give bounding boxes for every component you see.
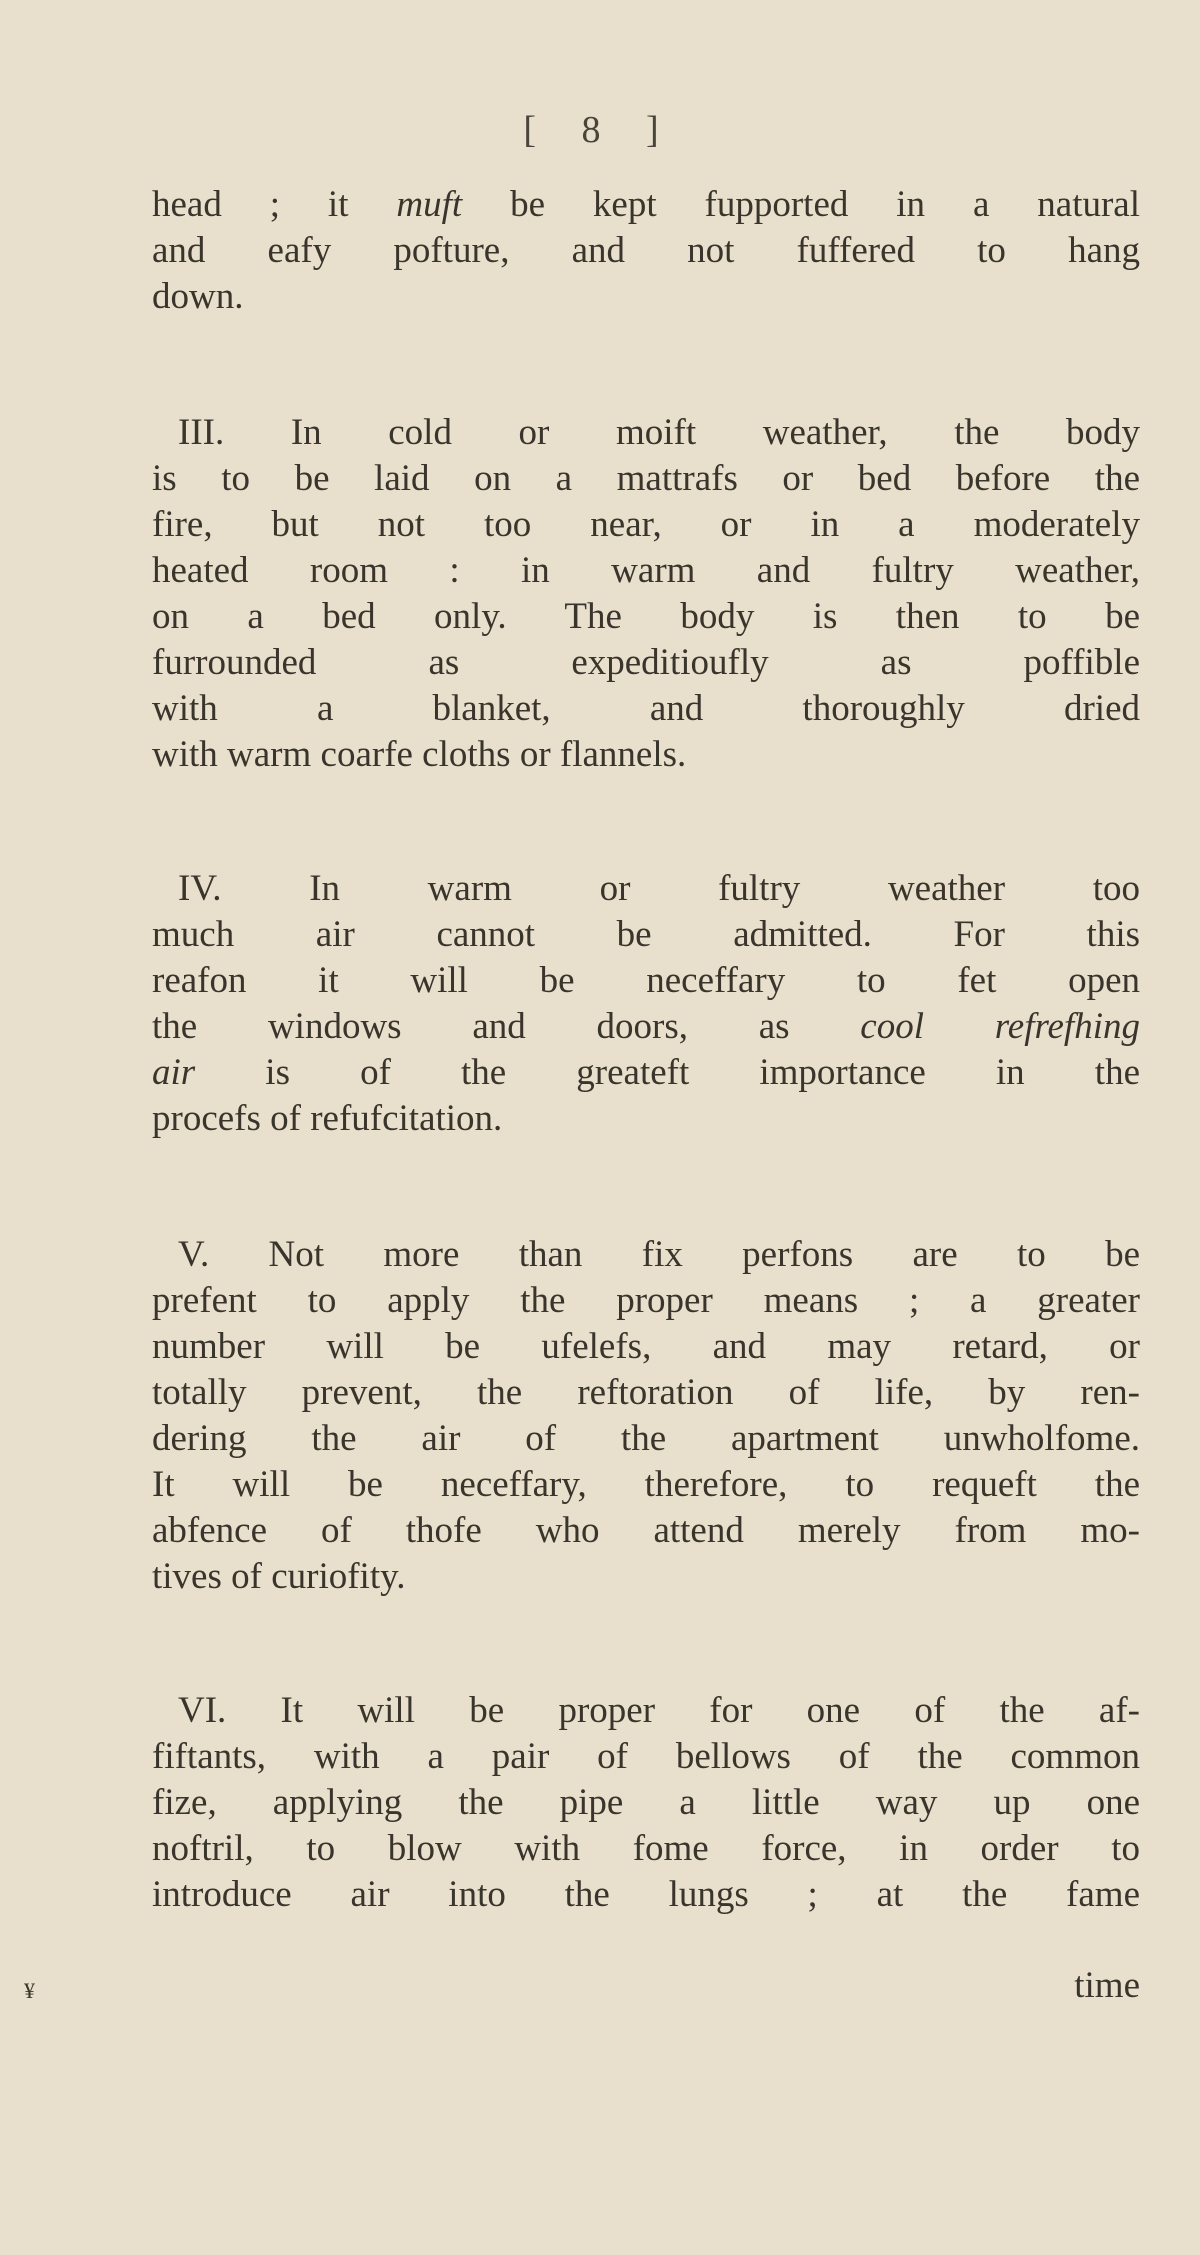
text-line: III. In cold or moift weather, the body bbox=[178, 412, 1140, 453]
text-line: and eafy pofture, and not fuffered to hang bbox=[152, 230, 1140, 271]
text-line: noftril, to blow with fome force, in order to bbox=[152, 1828, 1140, 1869]
text-line: totally prevent, the reftoration of life, by ren- bbox=[152, 1372, 1140, 1413]
paragraph-iv bbox=[152, 866, 1140, 1142]
page-number: [ 8 ] bbox=[523, 109, 677, 151]
text-line: much air cannot be admitted. For this bbox=[152, 914, 1140, 955]
text-line: head ; it muft be kept fupported in a natural bbox=[152, 184, 1141, 225]
text-line: air is of the greateft importance in the bbox=[152, 1052, 1140, 1093]
text-line: abfence of thofe who attend merely from mo- bbox=[152, 1510, 1140, 1551]
italic-text: air bbox=[152, 1052, 196, 1093]
text-line: the windows and doors, as cool refrefhing bbox=[152, 1006, 1140, 1047]
catchword-line bbox=[152, 1963, 1140, 2009]
text-line: down. bbox=[152, 276, 244, 317]
text-line: furrounded as expeditioufly as poffible bbox=[152, 642, 1140, 683]
text-line: V. Not more than fix perfons are to be bbox=[178, 1234, 1140, 1275]
text-line: with warm coarfe cloths or flannels. bbox=[152, 734, 687, 775]
italic-text: muft bbox=[396, 184, 463, 225]
text-line: on a bed only. The body is then to be bbox=[152, 596, 1140, 637]
text-line: reafon it will be neceffary to fet open bbox=[152, 960, 1140, 1001]
catchword: time bbox=[1074, 1965, 1140, 2006]
text-line: fize, applying the pipe a little way up one bbox=[152, 1782, 1140, 1823]
paragraph-v bbox=[152, 1232, 1140, 1600]
text-line: dering the air of the apartment unwholfome. bbox=[152, 1418, 1140, 1459]
text-line: It will be neceffary, therefore, to requeft the bbox=[152, 1464, 1140, 1505]
text-line: is to be laid on a mattrafs or bed before the bbox=[152, 458, 1140, 499]
paragraph-iii bbox=[152, 410, 1140, 778]
text-line: number will be ufelefs, and may retard, or bbox=[152, 1326, 1140, 1367]
italic-text: cool refrefhing bbox=[860, 1006, 1140, 1047]
text-line: prefent to apply the proper means ; a greater bbox=[152, 1280, 1140, 1321]
text-line: IV. In warm or fultry weather too bbox=[178, 868, 1140, 909]
text-line: tives of curiofity. bbox=[152, 1556, 406, 1597]
text-line: VI. It will be proper for one of the af- bbox=[178, 1690, 1140, 1731]
text-line: with a blanket, and thoroughly dried bbox=[152, 688, 1140, 729]
text-line: heated room : in warm and fultry weather, bbox=[152, 550, 1140, 591]
text-line: procefs of refufcitation. bbox=[152, 1098, 503, 1139]
text-line: fire, but not too near, or in a moderately bbox=[152, 504, 1140, 545]
text-line: fiftants, with a pair of bellows of the common bbox=[152, 1736, 1140, 1777]
paragraph-vi bbox=[152, 1688, 1140, 1918]
signature-mark: ¥ bbox=[24, 1978, 35, 2003]
text-line: introduce air into the lungs ; at the fame bbox=[152, 1874, 1140, 1915]
paragraph-continuation bbox=[152, 182, 1140, 320]
